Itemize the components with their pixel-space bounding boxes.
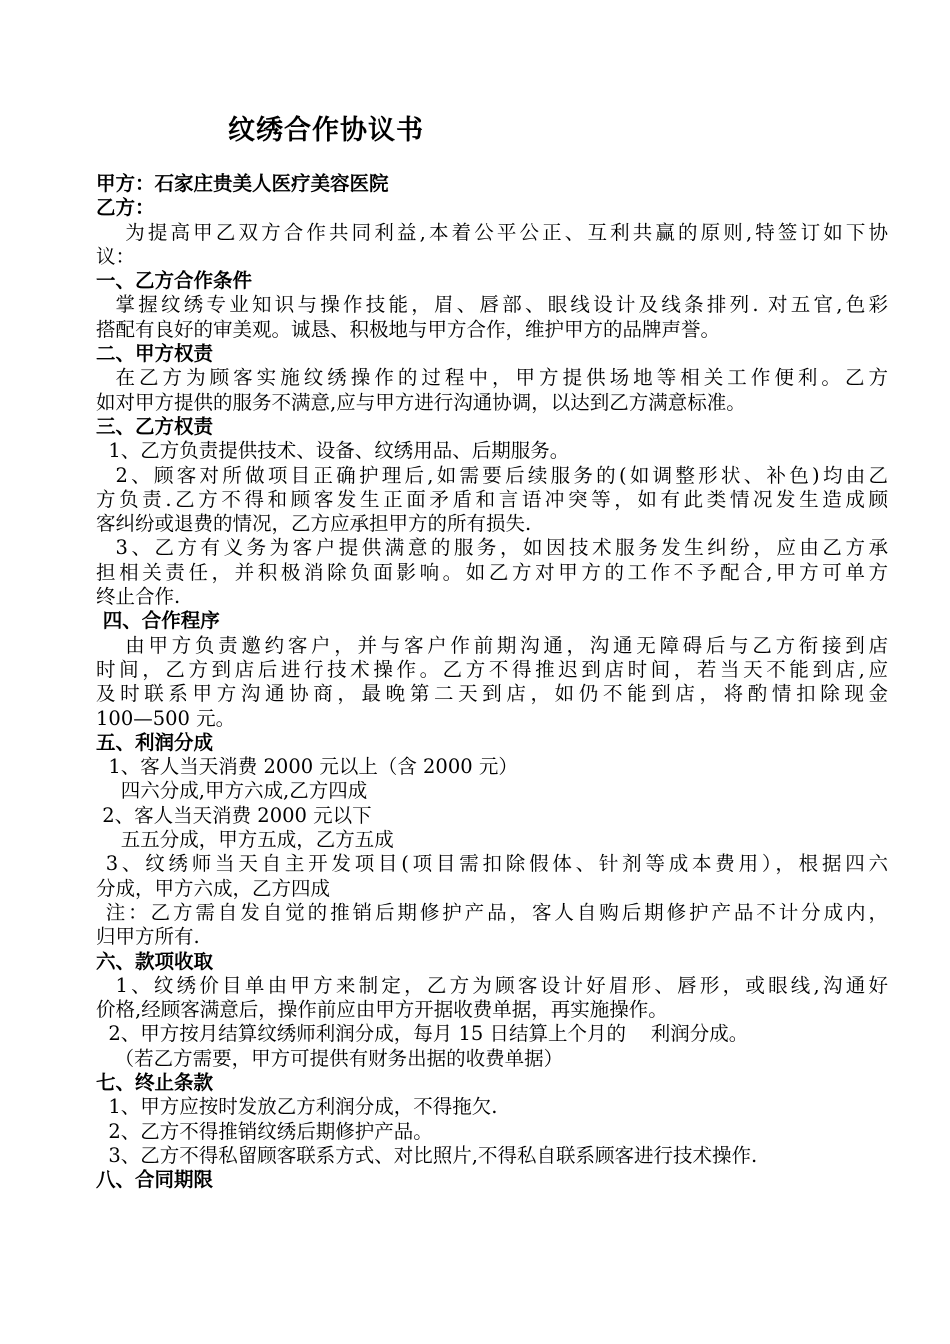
paragraph-line: 担相关责任，并积极消除负面影响。如乙方对甲方的工作不予配合,甲方可单方 [96,560,888,584]
paragraph-line: 1、客人当天消费 2000 元以上（含 2000 元） [96,755,518,779]
document-body [96,172,888,1192]
paragraph-line: 1、纹绣价目单由甲方来制定，乙方为顾客设计好眉形、唇形，或眼线,沟通好 [115,973,888,997]
paragraph-line: 2、顾客对所做项目正确护理后,如需要后续服务的(如调整形状、补色)均由乙 [115,463,888,487]
section-heading: 三、乙方权责 [96,414,214,438]
paragraph-line: 3、纹绣师当天自主开发项目(项目需扣除假体、针剂等成本费用），根据四六 [105,852,888,876]
paragraph-line: 如对甲方提供的服务不满意,应与甲方进行沟通协调，以达到乙方满意标准。 [96,390,746,414]
paragraph-line: 价格,经顾客满意后，操作前应由甲方开据收费单据，再实施操作。 [96,998,668,1022]
section-heading: 七、终止条款 [96,1070,214,1094]
paragraph-line: 在乙方为顾客实施纹绣操作的过程中，甲方提供场地等相关工作便利。乙方 [115,366,888,390]
paragraph-line: 3、乙方有义务为客户提供满意的服务，如因技术服务发生纠纷，应由乙方承 [115,536,888,560]
section-heading: 六、款项收取 [96,949,214,973]
party-a-line: 甲方：石家庄贵美人医疗美容医院 [96,172,389,195]
paragraph-line: 2、客人当天消费 2000 元以下 [96,803,372,827]
paragraph-line: 归甲方所有. [96,925,200,949]
paragraph-line: 2、甲方按月结算纹绣师利润分成，每月 15 日结算上个月的 利润分成。 [96,1022,749,1046]
paragraph-line: 1、乙方负责提供技术、设备、纹绣用品、后期服务。 [96,439,570,463]
paragraph-line: 注：乙方需自发自觉的推销后期修护产品，客人自购后期修护产品不计分成内， [105,900,888,924]
paragraph-line: 100—500 元。 [96,706,236,730]
section-heading: 八、合同期限 [96,1168,214,1192]
section-heading: 一、乙方合作条件 [96,269,253,293]
document-title: 纹绣合作协议书 [228,115,424,146]
paragraph-line: 四六分成,甲方六成,乙方四成 [96,779,368,803]
paragraph-line: 分成，甲方六成，乙方四成 [96,876,331,900]
paragraph-line: 搭配有良好的审美观。诚恳、积极地与甲方合作，维护甲方的品牌声誉。 [96,317,721,341]
paragraph-line: 时间，乙方到店后进行技术操作。乙方不得推迟到店时间，若当天不能到店,应 [96,657,888,681]
section-heading: 四、合作程序 [96,609,220,633]
section-heading: 五、利润分成 [96,730,214,754]
paragraph-line: 客纠纷或退费的情况，乙方应承担甲方的所有损失. [96,512,532,536]
paragraph-line: （若乙方需要，甲方可提供有财务出据的收费单据） [96,1046,564,1070]
paragraph-line: 由甲方负责邀约客户，并与客户作前期沟通，沟通无障碍后与乙方衔接到店 [125,633,888,657]
paragraph-line: 议： [96,244,136,268]
party-b-line: 乙方： [96,196,155,220]
paragraph-line: 为提高甲乙双方合作共同利益,本着公平公正、互利共赢的原则,特签订如下协 [125,220,888,244]
paragraph-line: 2、乙方不得推销纹绣后期修护产品。 [96,1119,433,1143]
paragraph-line: 终止合作. [96,585,181,609]
paragraph-line: 3、乙方不得私留顾客联系方式、对比照片,不得私自联系顾客进行技术操作. [96,1143,758,1167]
paragraph-line: 五五分成，甲方五成，乙方五成 [96,828,394,852]
paragraph-line: 及时联系甲方沟通协商，最晚第二天到店，如仍不能到店，将酌情扣除现金 [96,682,888,706]
paragraph-line: 1、甲方应按时发放乙方利润分成，不得拖欠. [96,1095,498,1119]
paragraph-line: 方负责.乙方不得和顾客发生正面矛盾和言语冲突等，如有此类情况发生造成顾 [96,487,888,511]
section-heading: 二、甲方权责 [96,342,214,366]
paragraph-line: 掌握纹绣专业知识与操作技能，眉、唇部、眼线设计及线条排列. 对五官,色彩 [115,293,888,317]
